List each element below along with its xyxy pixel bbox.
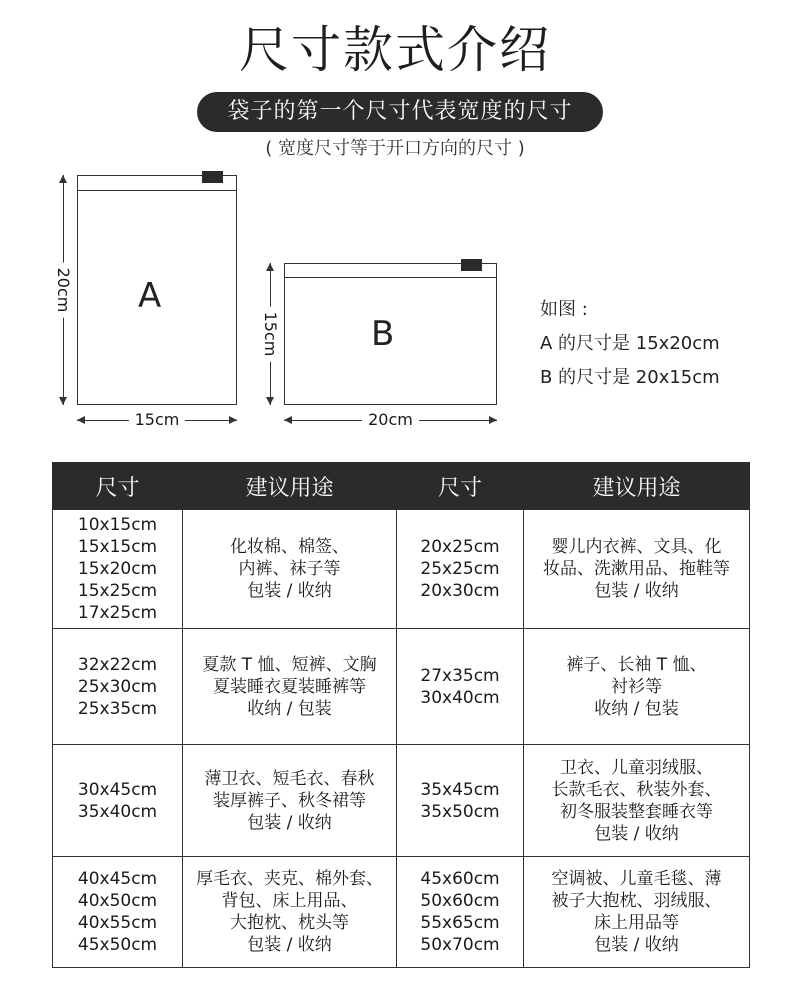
usage-line: 包装 / 收纳 — [594, 823, 679, 844]
size-cell — [397, 745, 524, 857]
usage-line: 裤子、长袖 T 恤、 — [566, 654, 707, 675]
diagram-legend — [540, 298, 720, 400]
usage-line: 包装 / 收纳 — [247, 935, 332, 955]
size-cell — [397, 510, 524, 629]
size-value: 55x65cm — [420, 913, 500, 933]
usage-line: 空调被、儿童毛毯、薄 — [551, 869, 722, 889]
usage-line: 床上用品等 — [594, 913, 679, 933]
size-cell — [53, 510, 183, 629]
usage-line: 大抱枕、枕头等 — [230, 913, 349, 933]
table-row — [53, 510, 750, 629]
table-header-row — [53, 463, 750, 510]
bag-a-outline — [77, 175, 237, 405]
usage-cell — [183, 629, 397, 745]
usage-line: 收纳 / 包装 — [594, 698, 679, 719]
usage-line: 夏款 T 恤、短裤、文胸 — [202, 654, 377, 675]
usage-line: 夏装睡衣夏装睡裤等 — [213, 676, 366, 697]
size-value: 17x25cm — [77, 603, 158, 623]
usage-cell — [524, 745, 750, 857]
size-value: 45x50cm — [77, 935, 158, 955]
usage-line: 背包、床上用品、 — [221, 891, 358, 911]
header-size-left: 尺寸 — [53, 463, 183, 510]
usage-line: 包装 / 收纳 — [247, 581, 332, 601]
size-value: 45x60cm — [420, 869, 500, 889]
size-value: 10x15cm — [77, 515, 158, 535]
size-value: 35x45cm — [420, 779, 500, 800]
size-value: 20x25cm — [420, 537, 500, 557]
size-value: 30x40cm — [420, 687, 500, 708]
bag-a-width-label: 15cm — [129, 410, 186, 429]
usage-line: 被子大抱枕、羽绒服、 — [551, 891, 722, 911]
size-cell — [53, 629, 183, 745]
bag-b-height-label: 15cm — [261, 307, 280, 362]
bag-a-letter: A — [138, 276, 162, 316]
bag-a-width-dimension — [77, 410, 237, 430]
size-cell — [53, 857, 183, 968]
bag-b-width-dimension — [284, 410, 497, 430]
size-value: 20x30cm — [420, 581, 500, 601]
usage-cell — [183, 510, 397, 629]
bag-b-outline — [284, 263, 497, 405]
header-size-right: 尺寸 — [397, 463, 524, 510]
size-value: 40x45cm — [77, 869, 158, 889]
size-value: 15x20cm — [77, 559, 158, 579]
usage-line: 包装 / 收纳 — [594, 581, 679, 601]
table-row — [53, 629, 750, 745]
bag-a-height-label: 20cm — [54, 263, 73, 318]
size-value: 40x50cm — [77, 891, 158, 911]
size-usage-table — [52, 462, 750, 968]
size-value: 25x25cm — [420, 559, 500, 579]
usage-line: 内裤、袜子等 — [238, 559, 341, 579]
usage-line: 长款毛衣、秋装外套、 — [551, 779, 722, 800]
size-value: 35x40cm — [77, 801, 158, 822]
usage-line: 装厚裤子、秋冬裙等 — [213, 790, 366, 811]
usage-line: 妆品、洗漱用品、拖鞋等 — [543, 559, 730, 579]
size-value: 30x45cm — [77, 779, 158, 800]
header-use-right: 建议用途 — [524, 463, 750, 510]
size-value: 50x60cm — [420, 891, 500, 911]
bag-b-height-dimension — [260, 263, 280, 405]
size-value: 32x22cm — [77, 654, 158, 675]
size-value: 25x35cm — [77, 698, 158, 719]
usage-cell — [524, 629, 750, 745]
size-cell — [397, 629, 524, 745]
size-cell — [53, 745, 183, 857]
usage-cell — [183, 745, 397, 857]
size-value: 40x55cm — [77, 913, 158, 933]
usage-line: 薄卫衣、短毛衣、春秋 — [204, 768, 375, 789]
table-row — [53, 745, 750, 857]
size-value: 15x15cm — [77, 537, 158, 557]
size-value: 35x50cm — [420, 801, 500, 822]
bag-b-letter: B — [371, 314, 395, 354]
size-value: 50x70cm — [420, 935, 500, 955]
bag-b-width-label: 20cm — [362, 410, 419, 429]
width-note: ( 宽度尺寸等于开口方向的尺寸 ) — [265, 138, 525, 159]
usage-line: 初冬服装整套睡衣等 — [560, 801, 713, 822]
usage-line: 厚毛衣、夹克、棉外套、 — [196, 869, 383, 889]
usage-line: 卫衣、儿童羽绒服、 — [560, 757, 713, 778]
usage-cell — [183, 857, 397, 968]
usage-line: 包装 / 收纳 — [594, 935, 679, 955]
bag-a-zipper-tab — [202, 171, 223, 183]
size-value: 15x25cm — [77, 581, 158, 601]
bag-b-zipper-tab — [461, 259, 482, 271]
header-use-left: 建议用途 — [183, 463, 397, 510]
legend-bag-b: B 的尺寸是 20x15cm — [540, 367, 720, 388]
usage-line: 化妆棉、棉签、 — [230, 537, 349, 557]
usage-line: 婴儿内衣裤、文具、化 — [551, 537, 722, 557]
legend-intro: 如图 : — [540, 299, 588, 320]
usage-line: 衬衫等 — [611, 676, 662, 697]
usage-line: 包装 / 收纳 — [247, 812, 332, 833]
page-title: 尺寸款式介绍 — [239, 21, 551, 79]
usage-cell — [524, 857, 750, 968]
usage-cell — [524, 510, 750, 629]
size-cell — [397, 857, 524, 968]
size-value: 25x30cm — [77, 676, 158, 697]
bag-a-height-dimension — [53, 175, 73, 405]
subtitle-banner: 袋子的第一个尺寸代表宽度的尺寸 — [197, 92, 603, 132]
size-value: 27x35cm — [420, 665, 500, 686]
table-row — [53, 857, 750, 968]
usage-line: 收纳 / 包装 — [247, 698, 332, 719]
legend-bag-a: A 的尺寸是 15x20cm — [540, 333, 720, 354]
